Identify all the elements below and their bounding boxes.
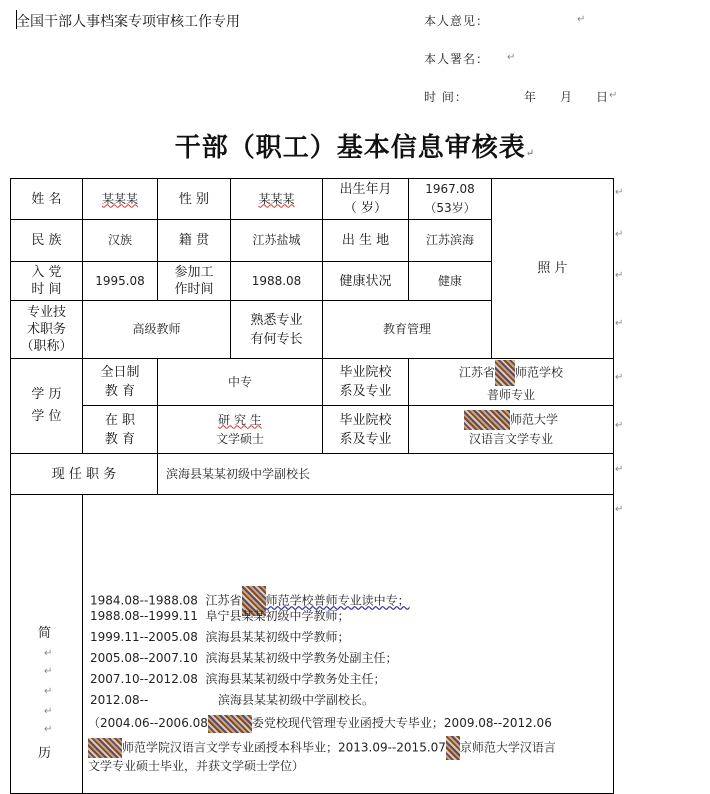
onjob-value — [157, 405, 323, 454]
title-label-line3: （职称） — [20, 339, 73, 354]
resume-period: 1988.08--1999.11 — [90, 609, 198, 623]
resume-entry — [90, 670, 386, 688]
onjob-label-line1: 在 职 — [104, 412, 136, 428]
party-label-line1: 入 党 — [31, 265, 62, 280]
redacted-mosaic — [464, 410, 510, 430]
onjob-school-name: 师范大学 — [509, 412, 558, 427]
title-label — [10, 300, 83, 359]
name-value — [82, 178, 158, 220]
fulltime-value: 中专 — [157, 358, 323, 406]
party-label — [10, 261, 83, 301]
fulltime-school-name: 师范学校 — [515, 365, 564, 379]
ethnic-label: 民 族 — [10, 219, 83, 262]
onjob-label — [82, 405, 158, 454]
grad-label-onjob — [322, 405, 409, 454]
position-label — [10, 453, 158, 495]
birth-label-line1: 出生年月 — [339, 182, 392, 197]
return-mark: ↵ — [615, 372, 624, 383]
redacted-mosaic — [495, 360, 515, 386]
return-mark: ↵ — [44, 648, 53, 659]
resume-province: 江苏省 — [205, 593, 242, 608]
day-label: 日 — [596, 90, 610, 104]
position-value: 滨海县某某初级中学副校长 — [157, 453, 614, 495]
fulltime-label-line2: 教 育 — [104, 384, 136, 399]
resume-note-text: 京师范大学汉语言 — [459, 740, 556, 755]
photo-cell: 照 片 — [491, 178, 614, 359]
fulltime-school — [408, 358, 614, 406]
resume-note-line3 — [88, 757, 304, 775]
onjob-value-line2: 文学硕士 — [215, 431, 264, 446]
work-value: 1988.08 — [230, 261, 323, 301]
resume-entry — [90, 628, 350, 646]
return-mark: ↵ — [44, 706, 53, 717]
fulltime-school-province: 江苏省 — [458, 365, 495, 379]
resume-text: 滨海县某某初级中学副校长。 — [218, 693, 375, 707]
redacted-mosaic — [88, 738, 122, 758]
ethnic-value: 汉族 — [82, 219, 158, 262]
specialty-label-line2: 有何专长 — [250, 331, 303, 347]
resume-period: 2007.10--2012.08 — [90, 672, 198, 686]
onjob-school-line1 — [464, 410, 558, 430]
specialty-label-line1: 熟悉专业 — [250, 312, 303, 328]
specialty-value: 教育管理 — [322, 300, 492, 359]
resume-text: 滨海县某某初级中学教务处副主任； — [205, 651, 398, 665]
time-label: 时 间： — [424, 90, 468, 104]
work-label-line1: 参加工 — [174, 265, 214, 280]
resume-entry — [90, 691, 374, 709]
return-mark: ↵ — [44, 686, 53, 697]
fulltime-school-line1 — [459, 360, 563, 386]
resume-period: 1999.11--2005.08 — [90, 630, 198, 644]
title-value: 高级教师 — [82, 300, 231, 359]
gender-value — [230, 178, 323, 220]
resume-note-text: 师范学院汉语言文学专业函授本科毕业；2013.09--2015.07 — [122, 740, 446, 755]
return-mark: ↵ — [615, 318, 624, 329]
grad-label-line2: 系及专业 — [339, 431, 392, 447]
fulltime-label-line1: 全日制 — [100, 365, 140, 380]
resume-text: 师范学校普师专业读中专； — [265, 593, 410, 608]
grad-label-line1: 毕业院校 — [339, 365, 392, 380]
specialty-label — [230, 300, 323, 359]
party-label-line2: 时 间 — [31, 282, 62, 297]
redacted-mosaic — [208, 715, 252, 733]
return-mark: ↵ — [615, 420, 624, 431]
title-label-line1: 专业技 — [26, 305, 66, 320]
education-label-line2: 学 位 — [31, 409, 62, 424]
form-title — [0, 127, 710, 164]
birth-label — [322, 178, 409, 220]
redacted-mosaic — [446, 736, 460, 760]
resume-text: 滨海县某某初级中学教师； — [205, 630, 350, 644]
work-label — [157, 261, 231, 301]
return-mark: ↵ — [525, 148, 536, 159]
onjob-value-line1: 研 究 生 — [218, 412, 262, 427]
birth-value-line2: （53岁） — [424, 201, 476, 215]
onjob-school-line2: 汉语言文学专业 — [468, 432, 553, 446]
work-label-line2: 作时间 — [174, 282, 214, 297]
return-mark: ↵ — [44, 666, 53, 677]
party-value: 1995.08 — [82, 261, 158, 301]
return-mark: ↵ — [44, 724, 53, 735]
resume-note-text: 文学专业硕士毕业，并获文学硕士学位） — [88, 759, 305, 773]
resume-note-period: （2004.06--2006.08 — [88, 716, 208, 730]
education-label — [10, 358, 83, 454]
resume-note-text: 委党校现代管理专业函授大专毕业；2009.08--2012.06 — [251, 716, 552, 730]
native-label: 籍 贯 — [157, 219, 231, 262]
name-value-text: 某某某 — [101, 191, 138, 206]
gender-label: 性 别 — [157, 178, 231, 220]
resume-text: 滨海县某某初级中学教务处主任； — [205, 672, 386, 686]
health-value: 健康 — [408, 261, 492, 301]
resume-period: 2005.08--2007.10 — [90, 651, 198, 665]
resume-text: 阜宁县某某初级中学教师； — [205, 609, 350, 623]
birth-value-line1: 1967.08 — [425, 182, 475, 196]
month-label: 月 — [560, 90, 574, 104]
onjob-label-line2: 教 育 — [104, 431, 136, 447]
resume-label-char1: 简 — [38, 626, 52, 641]
return-mark: ↵ — [615, 504, 624, 515]
fulltime-label — [82, 358, 158, 406]
opinion-label: 本人意见： — [424, 14, 490, 28]
year-label: 年 — [524, 90, 538, 104]
resume-entry — [90, 649, 398, 667]
grad-label-fulltime — [322, 358, 409, 406]
return-mark: ↵ — [615, 187, 624, 198]
fulltime-school-line2: 普师专业 — [486, 387, 535, 402]
return-mark: ↵ — [609, 90, 618, 101]
resume-label-char2: 历 — [38, 746, 52, 761]
return-mark: ↵ — [615, 229, 624, 240]
grad-label-line2: 系及专业 — [339, 384, 392, 399]
header-left-title: 全国干部人事档案专项审核工作专用 — [16, 14, 240, 30]
birthplace-value: 江苏滨海 — [408, 219, 492, 262]
resume-entry — [90, 607, 350, 625]
birth-value — [408, 178, 492, 220]
return-mark: ↵ — [577, 14, 586, 25]
resume-note-line1 — [88, 714, 552, 733]
position-label-text: 现 任 职 务 — [51, 466, 117, 482]
resume-period: 1984.08--1988.08 — [90, 593, 198, 608]
signature-label: 本人署名： — [424, 52, 490, 66]
form-title-text: 干部（职工）基本信息审核表 — [174, 133, 526, 163]
resume-period: 2012.08-- — [90, 693, 149, 707]
return-mark: ↵ — [615, 464, 624, 475]
onjob-school — [408, 405, 614, 454]
gender-value-text: 某某某 — [258, 191, 295, 206]
name-label: 姓 名 — [10, 178, 83, 220]
health-label: 健康状况 — [322, 261, 409, 301]
birthplace-label: 出 生 地 — [322, 219, 409, 262]
education-label-line1: 学 历 — [31, 387, 62, 402]
birth-label-line2: （ 岁） — [343, 201, 388, 216]
native-value: 江苏盐城 — [230, 219, 323, 262]
title-label-line2: 术职务 — [26, 322, 66, 337]
return-mark: ↵ — [615, 270, 624, 281]
grad-label-line1: 毕业院校 — [339, 412, 392, 428]
return-mark: ↵ — [507, 52, 516, 63]
